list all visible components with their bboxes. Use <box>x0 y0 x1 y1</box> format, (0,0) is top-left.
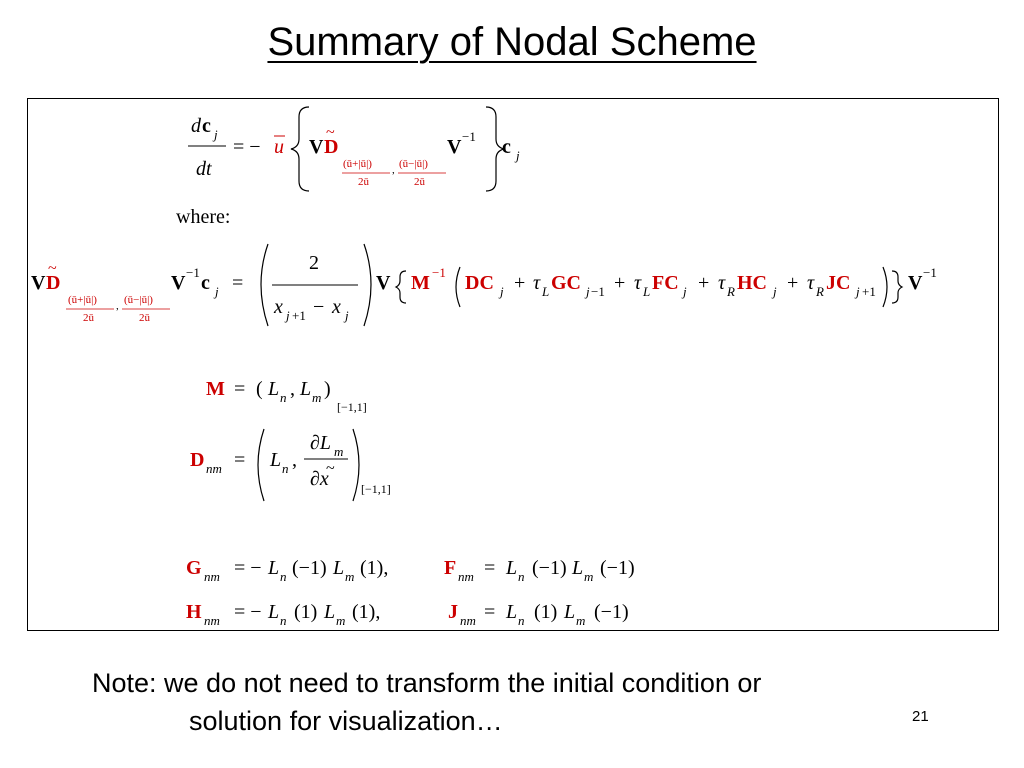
svg-text:L: L <box>268 378 280 400</box>
equation-box <box>27 98 999 631</box>
svg-text:(: ( <box>256 378 263 400</box>
svg-text:j: j <box>500 284 504 299</box>
slide-title-text: Summary of Nodal Scheme <box>267 20 757 64</box>
svg-text:x: x <box>274 296 283 318</box>
svg-text:j: j <box>516 148 520 163</box>
svg-text:n: n <box>280 390 287 405</box>
svg-text:∂L: ∂L <box>310 432 332 454</box>
svg-text:L: L <box>506 601 518 623</box>
svg-text:m: m <box>576 613 586 628</box>
svg-text:2ū: 2ū <box>414 176 425 188</box>
svg-text:2: 2 <box>309 252 319 274</box>
svg-text:+: + <box>614 272 626 294</box>
svg-text:L: L <box>268 557 280 579</box>
svg-text:L: L <box>270 449 282 471</box>
svg-text:(1): (1) <box>534 601 558 623</box>
svg-text:D: D <box>190 449 205 471</box>
svg-text:m: m <box>584 569 594 584</box>
svg-text:(ū−|ū|): (ū−|ū|) <box>399 158 428 170</box>
svg-text:JC: JC <box>826 272 851 294</box>
svg-text:= −: = − <box>234 557 262 579</box>
where-label: where: <box>176 206 231 228</box>
svg-text:R: R <box>816 284 824 299</box>
svg-text:(−1): (−1) <box>292 557 327 579</box>
svg-text:L: L <box>643 284 651 299</box>
svg-text:d: d <box>191 115 201 137</box>
equations-svg <box>28 99 1000 632</box>
svg-text:c: c <box>202 115 211 137</box>
svg-text:(ū+|ū|): (ū+|ū|) <box>343 158 372 170</box>
svg-text:[−1,1]: [−1,1] <box>337 400 367 414</box>
svg-text:nm: nm <box>204 569 220 584</box>
page-number: 21 <box>912 708 929 725</box>
svg-text:j: j <box>345 308 349 323</box>
svg-text:L: L <box>564 601 576 623</box>
svg-text:n: n <box>282 461 289 476</box>
svg-text:L: L <box>333 557 345 579</box>
svg-text:H: H <box>186 601 202 623</box>
svg-text:+: + <box>514 272 526 294</box>
svg-text:~: ~ <box>326 124 335 141</box>
svg-text:(ū+|ū|): (ū+|ū|) <box>68 294 97 306</box>
note-text <box>92 664 952 740</box>
svg-text:n: n <box>518 569 525 584</box>
svg-text:GC: GC <box>551 272 581 294</box>
svg-text:−1: −1 <box>591 284 605 299</box>
svg-text:m: m <box>345 569 355 584</box>
svg-text:=: = <box>234 378 246 400</box>
svg-text:(−1): (−1) <box>600 557 635 579</box>
svg-text:R: R <box>727 284 735 299</box>
svg-text:~: ~ <box>326 460 335 477</box>
svg-text:∂x: ∂x <box>310 468 329 490</box>
svg-text:−: − <box>313 296 325 318</box>
svg-text:V: V <box>376 272 391 294</box>
svg-text:~: ~ <box>48 260 57 277</box>
svg-text:c: c <box>201 272 210 294</box>
svg-text:2ū: 2ū <box>139 312 150 324</box>
svg-text:m: m <box>334 444 344 459</box>
svg-text:D: D <box>324 136 339 158</box>
note-line-1: Note: we do not need to transform the initial condition or <box>92 668 762 698</box>
svg-text:): ) <box>324 378 331 400</box>
svg-text:j: j <box>856 284 860 299</box>
svg-text:n: n <box>518 613 525 628</box>
svg-text:τ: τ <box>533 272 541 294</box>
svg-text:nm: nm <box>458 569 474 584</box>
svg-text:F: F <box>444 557 457 579</box>
svg-text:(−1): (−1) <box>532 557 567 579</box>
svg-text:L: L <box>542 284 550 299</box>
svg-text:τ: τ <box>634 272 642 294</box>
svg-text:nm: nm <box>204 613 220 628</box>
svg-text:,: , <box>392 164 395 176</box>
svg-text:(1): (1) <box>294 601 318 623</box>
svg-text:M: M <box>411 272 430 294</box>
svg-text:−1: −1 <box>462 129 476 144</box>
svg-text:2ū: 2ū <box>358 176 369 188</box>
svg-text:c: c <box>502 136 511 158</box>
svg-text:L: L <box>506 557 518 579</box>
svg-text:+1: +1 <box>862 284 876 299</box>
svg-text:τ: τ <box>718 272 726 294</box>
equation-g-f <box>186 557 635 584</box>
svg-text:D: D <box>46 272 61 294</box>
equation-m <box>206 378 367 414</box>
svg-text:j: j <box>586 284 590 299</box>
svg-text:m: m <box>336 613 346 628</box>
svg-text:nm: nm <box>460 613 476 628</box>
svg-text:+: + <box>787 272 799 294</box>
svg-text:V: V <box>908 272 923 294</box>
svg-text:τ: τ <box>807 272 815 294</box>
svg-text:u: u <box>274 136 284 158</box>
svg-text:=: = <box>484 601 496 623</box>
svg-text:m: m <box>312 390 322 405</box>
svg-text:FC: FC <box>652 272 679 294</box>
svg-text:j: j <box>286 308 290 323</box>
svg-text:j: j <box>683 284 687 299</box>
slide-title <box>0 20 1024 65</box>
svg-text:V: V <box>447 136 462 158</box>
equation-h-j <box>186 601 629 628</box>
svg-text:(1),: (1), <box>352 601 381 623</box>
svg-text:[−1,1]: [−1,1] <box>361 482 391 496</box>
svg-text:(ū−|ū|): (ū−|ū|) <box>124 294 153 306</box>
svg-text:V: V <box>309 136 324 158</box>
svg-text:= −: = − <box>234 601 262 623</box>
svg-text:j: j <box>215 284 219 299</box>
svg-text:HC: HC <box>737 272 767 294</box>
svg-text:j: j <box>214 127 218 142</box>
svg-text:j: j <box>773 284 777 299</box>
svg-text:L: L <box>572 557 584 579</box>
svg-text:DC: DC <box>465 272 494 294</box>
svg-text:V: V <box>171 272 186 294</box>
svg-text:(−1): (−1) <box>594 601 629 623</box>
svg-text:=: = <box>234 449 246 471</box>
equation-2 <box>31 244 937 326</box>
svg-text:2ū: 2ū <box>83 312 94 324</box>
svg-text:−1: −1 <box>186 265 200 280</box>
svg-text:nm: nm <box>206 461 222 476</box>
svg-text:J: J <box>448 601 458 623</box>
svg-text:n: n <box>280 569 287 584</box>
svg-text:(1),: (1), <box>360 557 389 579</box>
note-line-2: solution for visualization… <box>189 706 503 736</box>
svg-text:n: n <box>280 613 287 628</box>
svg-text:G: G <box>186 557 202 579</box>
svg-text:=: = <box>484 557 496 579</box>
svg-text:,: , <box>292 449 297 471</box>
svg-text:M: M <box>206 378 225 400</box>
svg-text:dt: dt <box>196 158 212 180</box>
equation-1 <box>188 107 520 191</box>
svg-text:x: x <box>332 296 341 318</box>
svg-text:L: L <box>300 378 312 400</box>
svg-text:V: V <box>31 272 46 294</box>
svg-text:,: , <box>290 378 295 400</box>
equation-d <box>190 429 391 501</box>
svg-text:−1: −1 <box>923 265 937 280</box>
svg-text:=: = <box>232 272 244 294</box>
svg-text:L: L <box>324 601 336 623</box>
svg-text:+1: +1 <box>292 308 306 323</box>
svg-text:+: + <box>698 272 710 294</box>
svg-text:= −: = − <box>233 136 261 158</box>
svg-text:L: L <box>268 601 280 623</box>
svg-text:,: , <box>116 300 119 312</box>
svg-text:−1: −1 <box>432 265 446 280</box>
